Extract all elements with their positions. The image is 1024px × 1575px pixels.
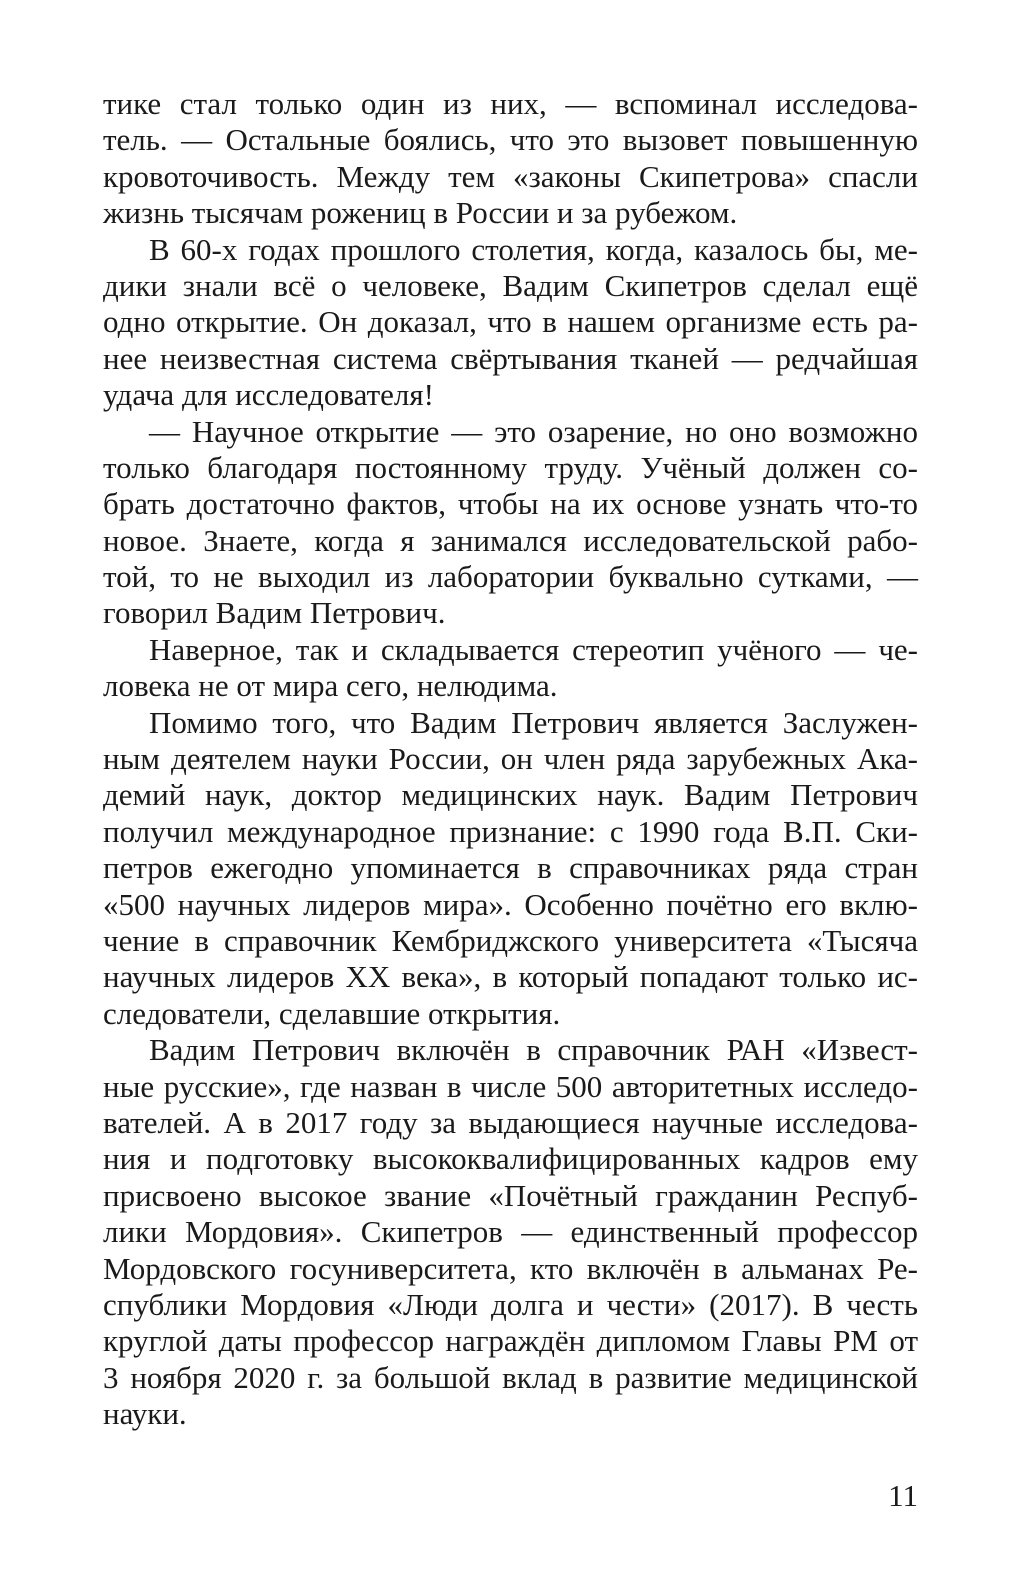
paragraph-first-line: Вадим Петрович включён в справочник РАН «Извест- <box>149 1032 918 1068</box>
text-line: получил международное признание: с 1990 года В.П. Ски- <box>103 813 918 849</box>
text-line: демий наук, доктор медицинских наук. Вадим Петрович <box>103 777 918 813</box>
body-text <box>103 86 918 1432</box>
text-line: присвоено высокое звание «Почётный гражданин Респуб- <box>103 1177 918 1213</box>
paragraph-first-line: В 60-х годах прошлого столетия, когда, казалось бы, ме- <box>149 231 918 267</box>
text-line: Мордовского госуниверситета, кто включён в альманах Ре- <box>103 1250 918 1286</box>
text-line: одно открытие. Он доказал, что в нашем организме есть ра- <box>103 304 918 340</box>
text-line: ловека не от мира сего, нелюдима. <box>103 668 558 704</box>
text-line: 3 ноября 2020 г. за большой вклад в развитие медицинской <box>103 1359 918 1395</box>
text-line: новое. Знаете, когда я занимался исследовательской рабо- <box>103 522 918 558</box>
text-line: брать достаточно фактов, чтобы на их основе узнать что-то <box>103 486 918 522</box>
paragraph-first-line: Помимо того, что Вадим Петрович является Заслужен- <box>149 704 918 740</box>
text-line: ным деятелем науки России, он член ряда зарубежных Ака- <box>103 741 918 777</box>
text-line: тике стал только один из них, — вспоминал исследова- <box>103 86 918 121</box>
text-line: науки. <box>103 1396 187 1432</box>
text-line: жизнь тысячам рожениц в России и за рубежом. <box>103 195 738 231</box>
text-line: чение в справочник Кембриджского университета «Тысяча <box>103 922 918 958</box>
text-line: тель. — Остальные боялись, что это вызовет повышенную <box>103 122 918 158</box>
text-line: дики знали всё о человеке, Вадим Скипетров сделал ещё <box>103 267 918 303</box>
text-line: спублики Мордовия «Люди долга и чести» (2017). В честь <box>103 1286 918 1322</box>
text-line: научных лидеров XX века», в который попадают только ис- <box>103 959 918 995</box>
text-line: лики Мордовия». Скипетров — единственный профессор <box>103 1214 918 1250</box>
text-line: «500 научных лидеров мира». Особенно почётно его вклю- <box>103 886 918 922</box>
text-line: круглой даты профессор награждён дипломом Главы РМ от <box>103 1323 918 1359</box>
text-line: следователи, сделавшие открытия. <box>103 995 561 1031</box>
text-line: ные русские», где назван в числе 500 авторитетных исследо- <box>103 1068 918 1104</box>
text-line: петров ежегодно упоминается в справочниках ряда стран <box>103 850 918 886</box>
text-line: той, то не выходил из лаборатории буквально сутками, — <box>103 559 918 595</box>
text-line: кровоточивость. Между тем «законы Скипетрова» спасли <box>103 158 918 194</box>
text-line: вателей. А в 2017 году за выдающиеся научные исследова- <box>103 1104 918 1140</box>
text-line: нее неизвестная система свёртывания тканей — редчайшая <box>103 340 918 376</box>
text-line: только благодаря постоянному труду. Учёный должен со- <box>103 449 918 485</box>
page-number: 11 <box>888 1478 918 1513</box>
paragraph-first-line: — Научное открытие — это озарение, но оно возможно <box>149 413 918 449</box>
text-line: удача для исследователя! <box>103 377 434 413</box>
text-line: говорил Вадим Петрович. <box>103 595 446 631</box>
paragraph-first-line: Наверное, так и складывается стереотип учёного — че- <box>149 631 918 667</box>
text-line: ния и подготовку высококвалифицированных кадров ему <box>103 1141 918 1177</box>
